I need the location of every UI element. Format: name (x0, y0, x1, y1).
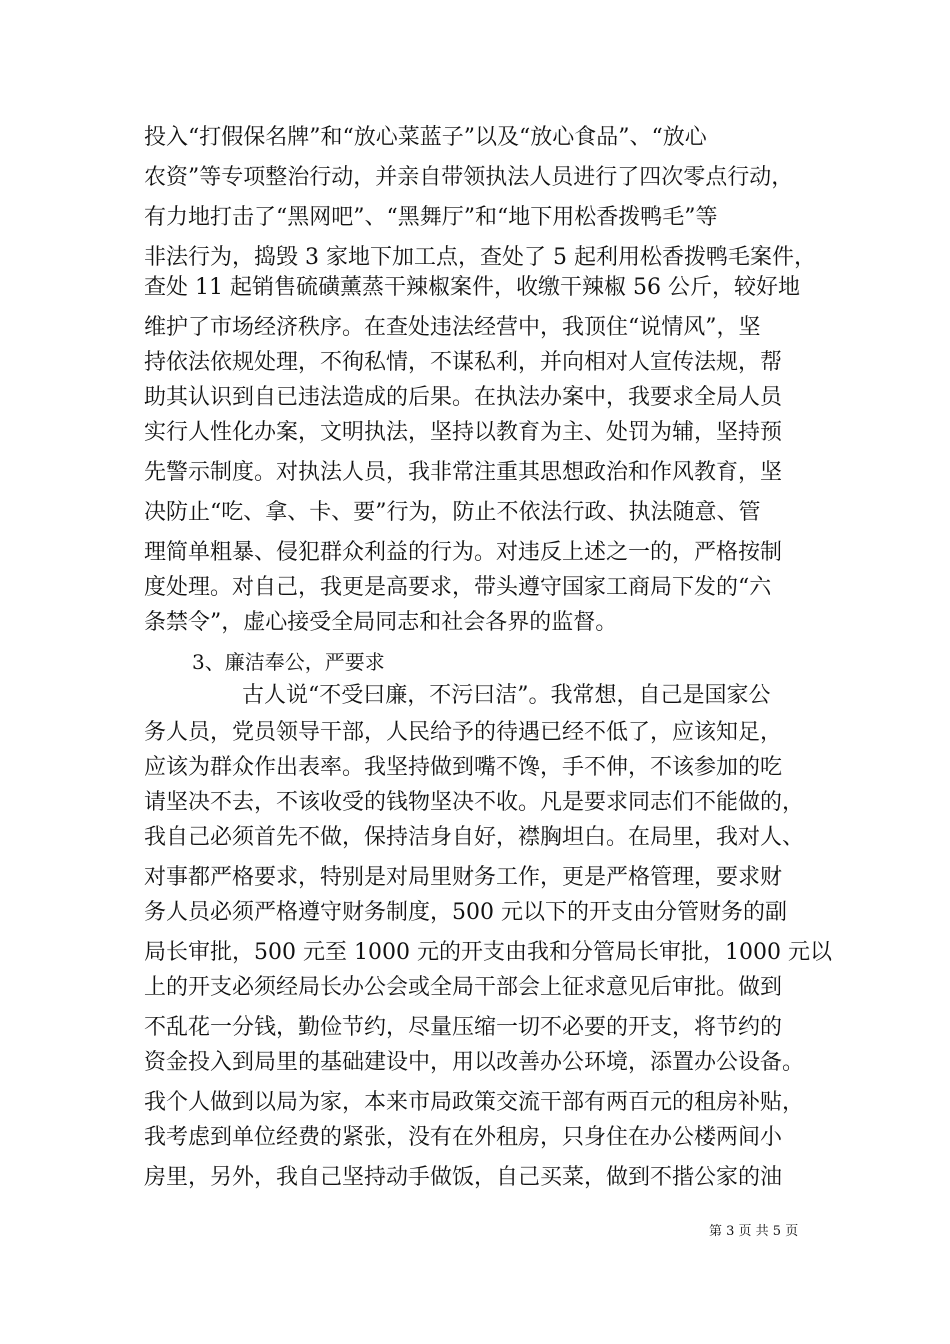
text-line: 度处理。对自己，我更是高要求，带头遵守国家工商局下发的“六 (144, 575, 772, 600)
text-line: 先警示制度。对执法人员，我非常注重其思想政治和作风教育，坚 (144, 460, 783, 485)
text-line: 维护了市场经济秩序。在查处违法经营中，我顶住“说情风”，坚 (144, 315, 761, 340)
text-line: 我自己必须首先不做，保持洁身自好，襟胸坦白。在局里，我对人、 (144, 825, 805, 850)
text-line: 局长审批，500 元至 1000 元的开支由我和分管局长审批，1000 元以 (144, 940, 832, 965)
text-line: 非法行为，捣毁 3 家地下加工点，查处了 5 起利用松香拨鸭毛案件， (144, 245, 816, 270)
text-line: 查处 11 起销售硫磺薰蒸干辣椒案件，收缴干辣椒 56 公斤，较好地 (144, 275, 800, 300)
text-line: 不乱花一分钱，勤俭节约，尽量压缩一切不必要的开支，将节约的 (144, 1015, 783, 1040)
text-line: 条禁令”，虚心接受全局同志和社会各界的监督。 (144, 610, 618, 635)
text-line: 请坚决不去，不该收受的钱物坚决不收。凡是要求同志们不能做的， (144, 790, 805, 815)
text-line: 我考虑到单位经费的紧张，没有在外租房，只身住在办公楼两间小 (144, 1125, 783, 1150)
text-line: 我个人做到以局为家，本来市局政策交流干部有两百元的租房补贴， (144, 1090, 805, 1115)
text-line: 务人员，党员领导干部，人民给予的待遇已经不低了，应该知足， (144, 720, 783, 745)
text-line: 对事都严格要求，特别是对局里财务工作，更是严格管理，要求财 (144, 865, 783, 890)
paragraph-first-line: 古人说“不受曰廉，不污曰洁”。我常想，自己是国家公 (242, 683, 771, 708)
text-line: 务人员必须严格遵守财务制度，500 元以下的开支由分管财务的副 (144, 900, 787, 925)
section-heading: 3、廉洁奉公，严要求 (192, 650, 385, 674)
text-line: 投入“打假保名牌”和“放心菜蓝子”以及“放心食品”、“放心 (144, 125, 707, 150)
text-line: 房里，另外，我自己坚持动手做饭，自己买菜，做到不揩公家的油 (144, 1165, 783, 1190)
text-line: 持依法依规处理，不徇私情，不谋私利，并向相对人宣传法规，帮 (144, 350, 783, 375)
text-line: 实行人性化办案，文明执法，坚持以教育为主、处罚为辅，坚持预 (144, 420, 783, 445)
text-line: 上的开支必须经局长办公会或全局干部会上征求意见后审批。做到 (144, 975, 783, 1000)
text-line: 助其认识到自已违法造成的后果。在执法办案中，我要求全局人员 (144, 385, 783, 410)
text-line: 理简单粗暴、侵犯群众利益的行为。对违反上述之一的，严格按制 (144, 540, 783, 565)
page-number-footer: 第 3 页 共 5 页 (709, 1224, 799, 1239)
text-line: 农资”等专项整治行动，并亲自带领执法人员进行了四次零点行动， (144, 165, 794, 190)
text-line: 资金投入到局里的基础建设中，用以改善办公环境，添置办公设备。 (144, 1050, 805, 1075)
text-line: 应该为群众作出表率。我坚持做到嘴不馋，手不伸，不该参加的吃 (144, 755, 783, 780)
text-line: 有力地打击了“黑网吧”、“黑舞厅”和“地下用松香拨鸭毛”等 (144, 205, 718, 230)
text-line: 决防止“吃、拿、卡、要”行为，防止不依法行政、执法随意、管 (144, 500, 761, 525)
